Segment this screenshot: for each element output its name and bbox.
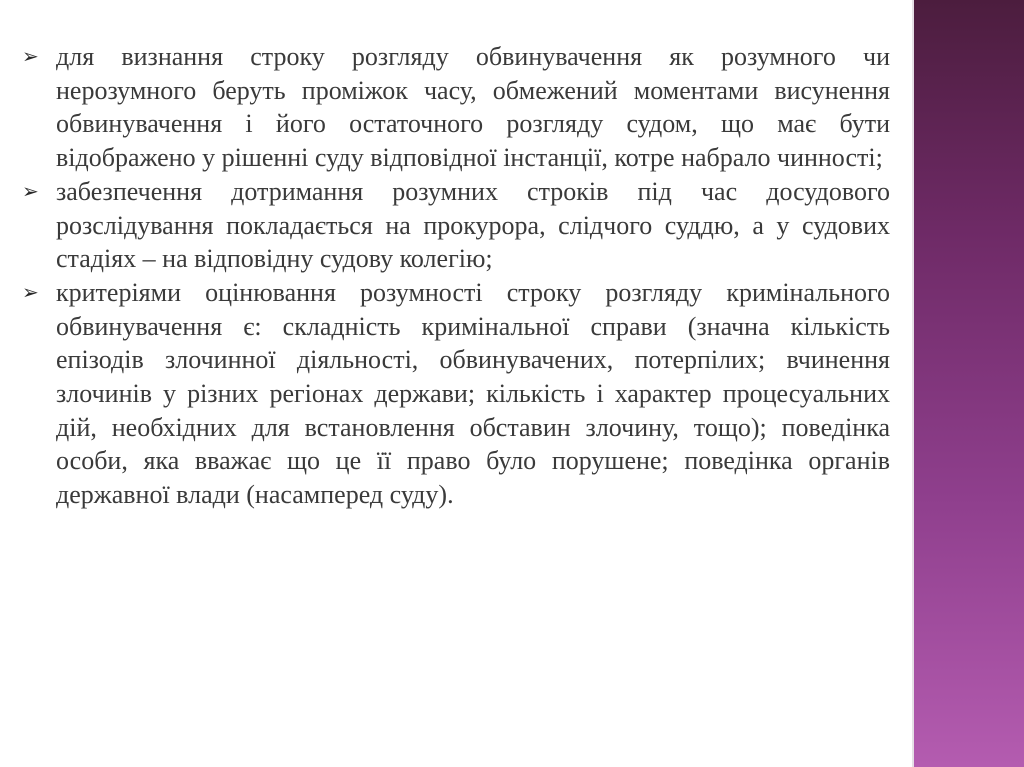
- bullet-item: [22, 40, 890, 175]
- arrow-bullet-icon: ➢: [22, 279, 39, 304]
- bullet-text: забезпечення дотримання розумних строків під час досудового розслідування покладається на прокурора, слідчого суддю, а у судових стадіях – на відповідну судову колегію;: [56, 176, 890, 274]
- bullet-text: критеріями оцінювання розумності строку розгляду кримінального обвинувачення є: складність кримінальної справи (значна кількість епізодів злочинної діяльності, обвинувачених, потерпілих; вчинення злочинів у різних регіонах держави; кількість і характер процесуальних дій, необхідних для встановлення обставин злочину, тощо); поведінка особи, яка вважає що це її право було порушене; поведінка органів державної влади (насамперед суду).: [56, 277, 890, 510]
- bullet-item: [22, 175, 890, 276]
- bullet-item: [22, 276, 890, 512]
- arrow-bullet-icon: ➢: [22, 44, 39, 68]
- bullet-text: для визнання строку розгляду обвинувачення як розумного чи нерозумного беруть проміжок часу, обмежений моментами висунення обвинувачення і його остаточного розгляду судом, що має бути відображено у рішенні суду відповідної інстанції, котре набрало чинності;: [56, 42, 890, 173]
- arrow-bullet-icon: ➢: [22, 178, 39, 203]
- bullet-list: [22, 40, 890, 512]
- decorative-side-strip: [914, 0, 1024, 767]
